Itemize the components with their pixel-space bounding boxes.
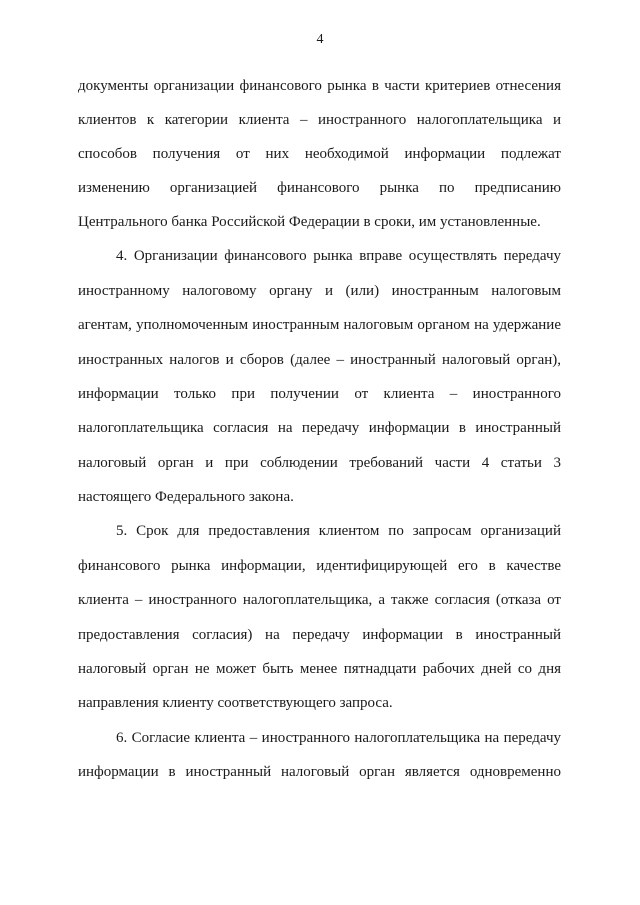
paragraph-3-line-5: налоговый орган не может быть менее пятнадцати рабочих дней со дня bbox=[78, 661, 561, 677]
paragraph-2-line-5: информации только при получении от клиента – иностранного bbox=[78, 386, 561, 402]
paragraph-3-line-2: финансового рынка информации, идентифицирующей его в качестве bbox=[78, 558, 561, 574]
paragraph-3-line-3: клиента – иностранного налогоплательщика, а также согласия (отказа от bbox=[78, 592, 561, 608]
paragraph-1-line-2: клиентов к категории клиента – иностранного налогоплательщика и bbox=[78, 112, 561, 128]
paragraph-2-line-1: 4. Организации финансового рынка вправе осуществлять передачу bbox=[116, 248, 561, 264]
paragraph-1-line-1: документы организации финансового рынка в части критериев отнесения bbox=[78, 78, 561, 94]
paragraph-2-line-6: налогоплательщика согласия на передачу информации в иностранный bbox=[78, 420, 561, 436]
paragraph-4-line-2: информации в иностранный налоговый орган является одновременно bbox=[78, 764, 561, 780]
paragraph-1-line-4: изменению организацией финансового рынка по предписанию bbox=[78, 180, 561, 196]
paragraph-2-line-4: иностранных налогов и сборов (далее – иностранный налоговый орган), bbox=[78, 352, 561, 368]
paragraph-2-line-7: налоговый орган и при соблюдении требований части 4 статьи 3 bbox=[78, 455, 561, 471]
paragraph-1-line-3: способов получения от них необходимой информации подлежат bbox=[78, 146, 561, 162]
paragraph-3-line-1: 5. Срок для предоставления клиентом по запросам организаций bbox=[116, 523, 561, 539]
paragraph-3-line-6: направления клиенту соответствующего запроса. bbox=[78, 695, 393, 711]
paragraph-1-line-5: Центрального банка Российской Федерации в сроки, им установленные. bbox=[78, 214, 541, 230]
paragraph-3-line-4: предоставления согласия) на передачу информации в иностранный bbox=[78, 627, 561, 643]
page-number: 4 bbox=[316, 32, 324, 47]
paragraph-2-line-8: настоящего Федерального закона. bbox=[78, 489, 294, 505]
paragraph-4-line-1: 6. Согласие клиента – иностранного налогоплательщика на передачу bbox=[116, 730, 561, 746]
paragraph-2-line-3: агентам, уполномоченным иностранным налоговым органом на удержание bbox=[78, 317, 561, 333]
paragraph-2-line-2: иностранному налоговому органу и (или) иностранным налоговым bbox=[78, 283, 561, 299]
